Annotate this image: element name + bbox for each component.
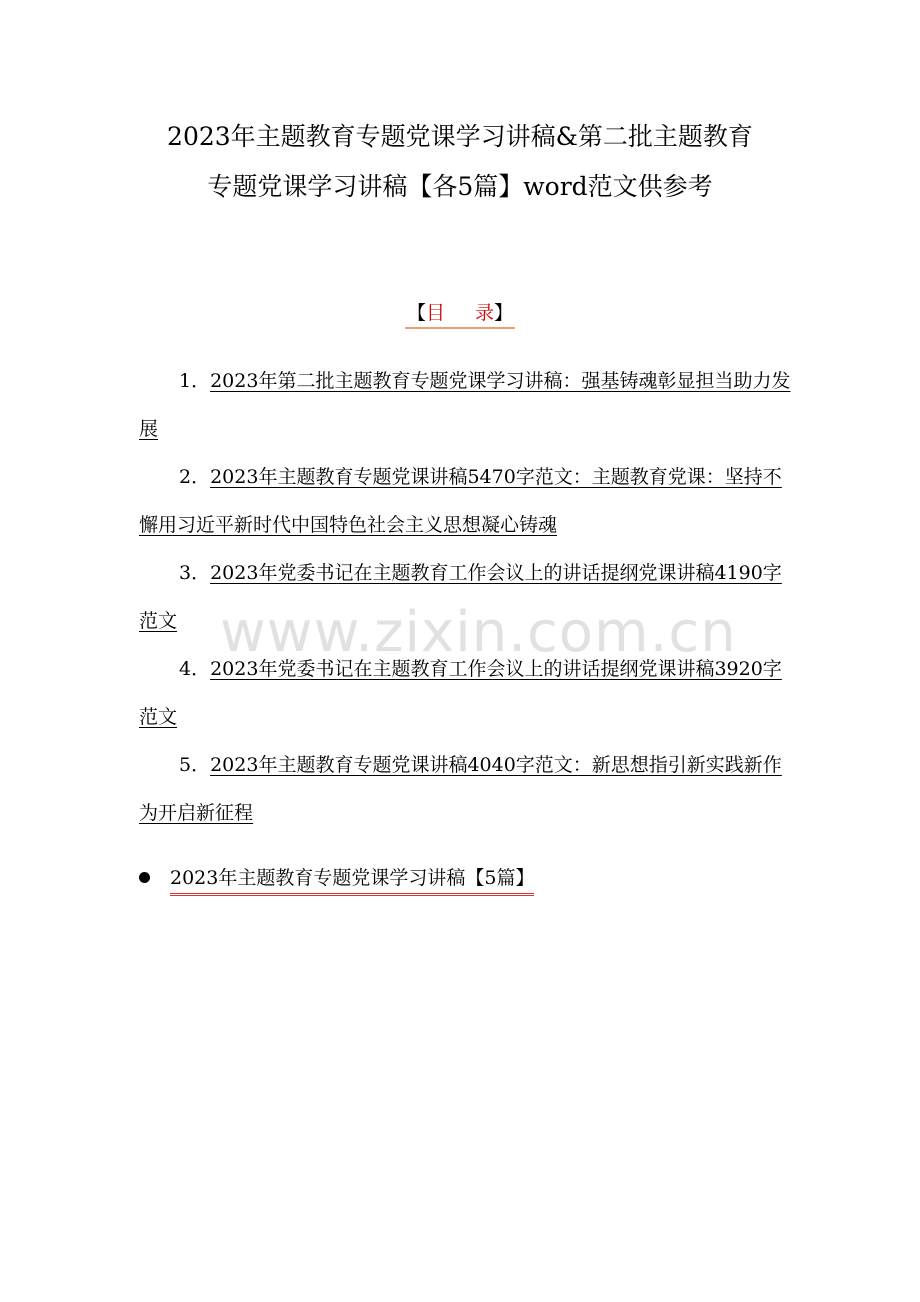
document-title: [60, 112, 860, 212]
toc-item-number: 1．: [179, 370, 211, 392]
toc-word-left: 目: [425, 302, 445, 324]
toc-item-link[interactable]: 2023年主题教育专题党课讲稿5470字范文：主题教育党课：坚持不懈用习近平新时代中国特色社会主义思想凝心铸魂: [139, 466, 782, 536]
toc-heading: [0, 298, 920, 329]
toc-item-5: [139, 741, 799, 837]
toc-item-link[interactable]: 2023年第二批主题教育专题党课学习讲稿：强基铸魂彰显担当助力发展: [139, 370, 791, 440]
section-heading: [139, 858, 799, 898]
toc-item-link[interactable]: 2023年主题教育专题党课讲稿4040字范文：新思想指引新实践新作为开启新征程: [139, 754, 782, 824]
title-line-2: 专题党课学习讲稿【各5篇】word范文供参考: [207, 172, 713, 201]
toc-item-2: [139, 453, 799, 549]
toc-item-1: [139, 357, 799, 453]
toc-item-number: 3．: [179, 562, 211, 584]
toc-item-link[interactable]: 2023年党委书记在主题教育工作会议上的讲话提纲党课讲稿4190字范文: [139, 562, 782, 632]
toc-open-bracket: 【: [406, 302, 426, 324]
toc-word-right: 录: [475, 302, 495, 324]
title-line-1: 2023年主题教育专题党课学习讲稿&第二批主题教育: [167, 122, 753, 151]
watermark: www.zixin.com.cn: [220, 600, 737, 665]
toc-item-link[interactable]: 2023年党委书记在主题教育工作会议上的讲话提纲党课讲稿3920字范文: [139, 658, 782, 728]
section-heading-text: 2023年主题教育专题党课学习讲稿【5篇】: [170, 863, 534, 896]
toc-list: [139, 357, 799, 837]
bullet-icon: [139, 872, 150, 883]
toc-close-bracket: 】: [494, 302, 514, 324]
toc-item-number: 2．: [179, 466, 211, 488]
toc-item-3: [139, 549, 799, 645]
toc-item-number: 5．: [179, 754, 211, 776]
toc-item-number: 4．: [179, 658, 211, 680]
toc-heading-box: [405, 299, 515, 329]
toc-item-4: [139, 645, 799, 741]
